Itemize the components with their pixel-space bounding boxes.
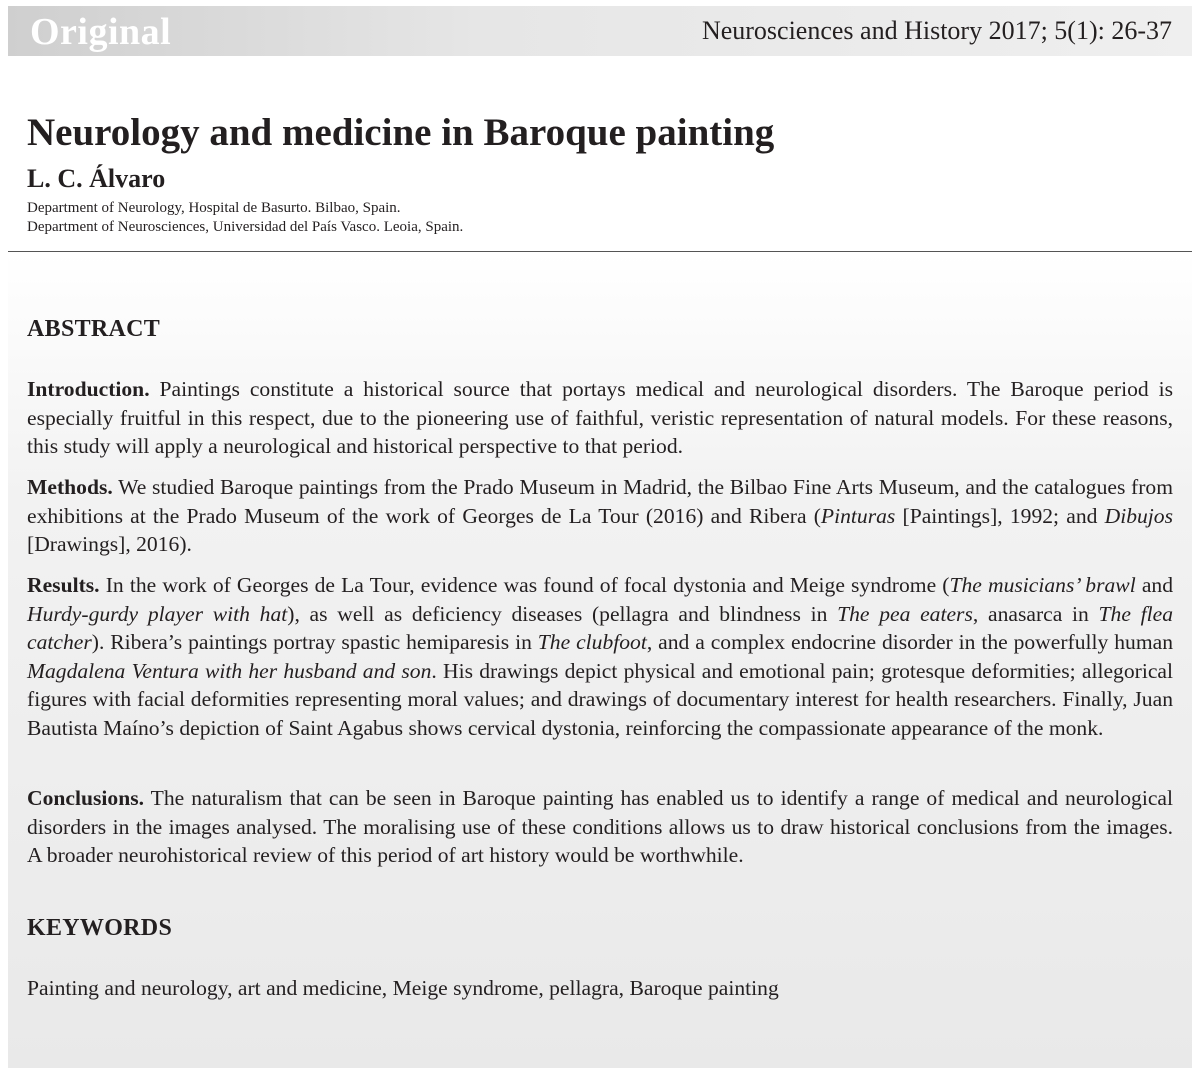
abstract-conclusions xyxy=(27,784,1173,870)
results-text: ). Ribera’s paintings portray spastic hemiparesis in xyxy=(91,630,538,654)
abstract-results xyxy=(27,571,1173,742)
affiliation-2: Department of Neurosciences, Universidad del País Vasco. Leoia, Spain. xyxy=(27,219,464,235)
keywords-heading: KEYWORDS xyxy=(27,915,173,941)
results-label: Results. xyxy=(27,573,100,597)
methods-text: [Drawings], 2016). xyxy=(27,532,192,556)
affiliation-1: Department of Neurology, Hospital de Basurto. Bilbao, Spain. xyxy=(27,200,401,216)
journal-header-bar xyxy=(8,6,1192,56)
results-text: In the work of Georges de La Tour, evidence was found of focal dystonia and Meige syndrome ( xyxy=(105,573,950,597)
abstract-introduction xyxy=(27,375,1173,461)
results-text: ), as well as deficiency diseases (pellagra and blindness in xyxy=(287,601,838,626)
conclusions-text: The naturalism that can be seen in Baroque painting has enabled us to identify a range of medical and neurological disorders in the images analysed. The moralising use of these conditions allows us to draw historical conclusions from the images. A broader neurohistorical review of this period of art history would be worthwhile. xyxy=(27,786,1173,867)
introduction-text: Paintings constitute a historical source that portays medical and neurological disorders. The Baroque period is especially fruitful in this respect, due to the pioneering use of faithful, veristic representation of natural models. For these reasons, this study will apply a neurological and historical perspective to that period. xyxy=(27,377,1173,458)
section-label: Original xyxy=(30,11,172,53)
keywords-list: Painting and neurology, art and medicine, Meige syndrome, pellagra, Baroque painting xyxy=(27,976,779,1000)
results-italic: The clubfoot xyxy=(537,630,647,654)
introduction-label: Introduction. xyxy=(27,377,150,401)
abstract-methods xyxy=(27,473,1173,559)
results-italic: Hurdy-gurdy player with hat xyxy=(27,601,288,626)
abstract-box xyxy=(8,252,1192,1068)
results-text: and xyxy=(1135,573,1173,597)
article-title: Neurology and medicine in Baroque painting xyxy=(27,111,775,154)
methods-text: We studied Baroque paintings from the Prado Museum in Madrid, the Bilbao Fine Arts Museum, and the catalogues from exhibitions at the Prado Museum of the work of Georges de La Tour (2016) and Ribera ( xyxy=(27,475,1173,528)
results-italic: Magdalena Ventura with her husband and son xyxy=(27,658,432,683)
methods-label: Methods. xyxy=(27,475,113,499)
abstract-heading: ABSTRACT xyxy=(27,316,161,342)
methods-italic: Dibujos xyxy=(1104,503,1173,528)
article-author: L. C. Álvaro xyxy=(27,164,166,193)
results-italic: The pea eaters xyxy=(837,601,973,626)
results-italic: The musicians’ brawl xyxy=(949,573,1136,597)
methods-text: [Paintings], 1992; and xyxy=(895,503,1105,528)
conclusions-label: Conclusions. xyxy=(27,786,145,810)
results-text: , anasarca in xyxy=(972,601,1099,626)
results-text: . His drawings depict physical and emotional pain; grotesque deformities; allegorical figures with facial deformities representing moral values; and drawings of documentary interest for health researchers. Finally, Juan Bautista Maíno’s depiction of Saint Agabus shows cervical dystonia, reinforcing the compassionate appearance of the monk. xyxy=(27,658,1173,740)
methods-italic: Pinturas xyxy=(820,503,896,528)
journal-citation: Neurosciences and History 2017; 5(1): 26-37 xyxy=(701,16,1172,45)
results-text: , and a complex endocrine disorder in the powerfully human xyxy=(646,630,1174,654)
results-italic: The flea catcher xyxy=(27,601,1174,654)
